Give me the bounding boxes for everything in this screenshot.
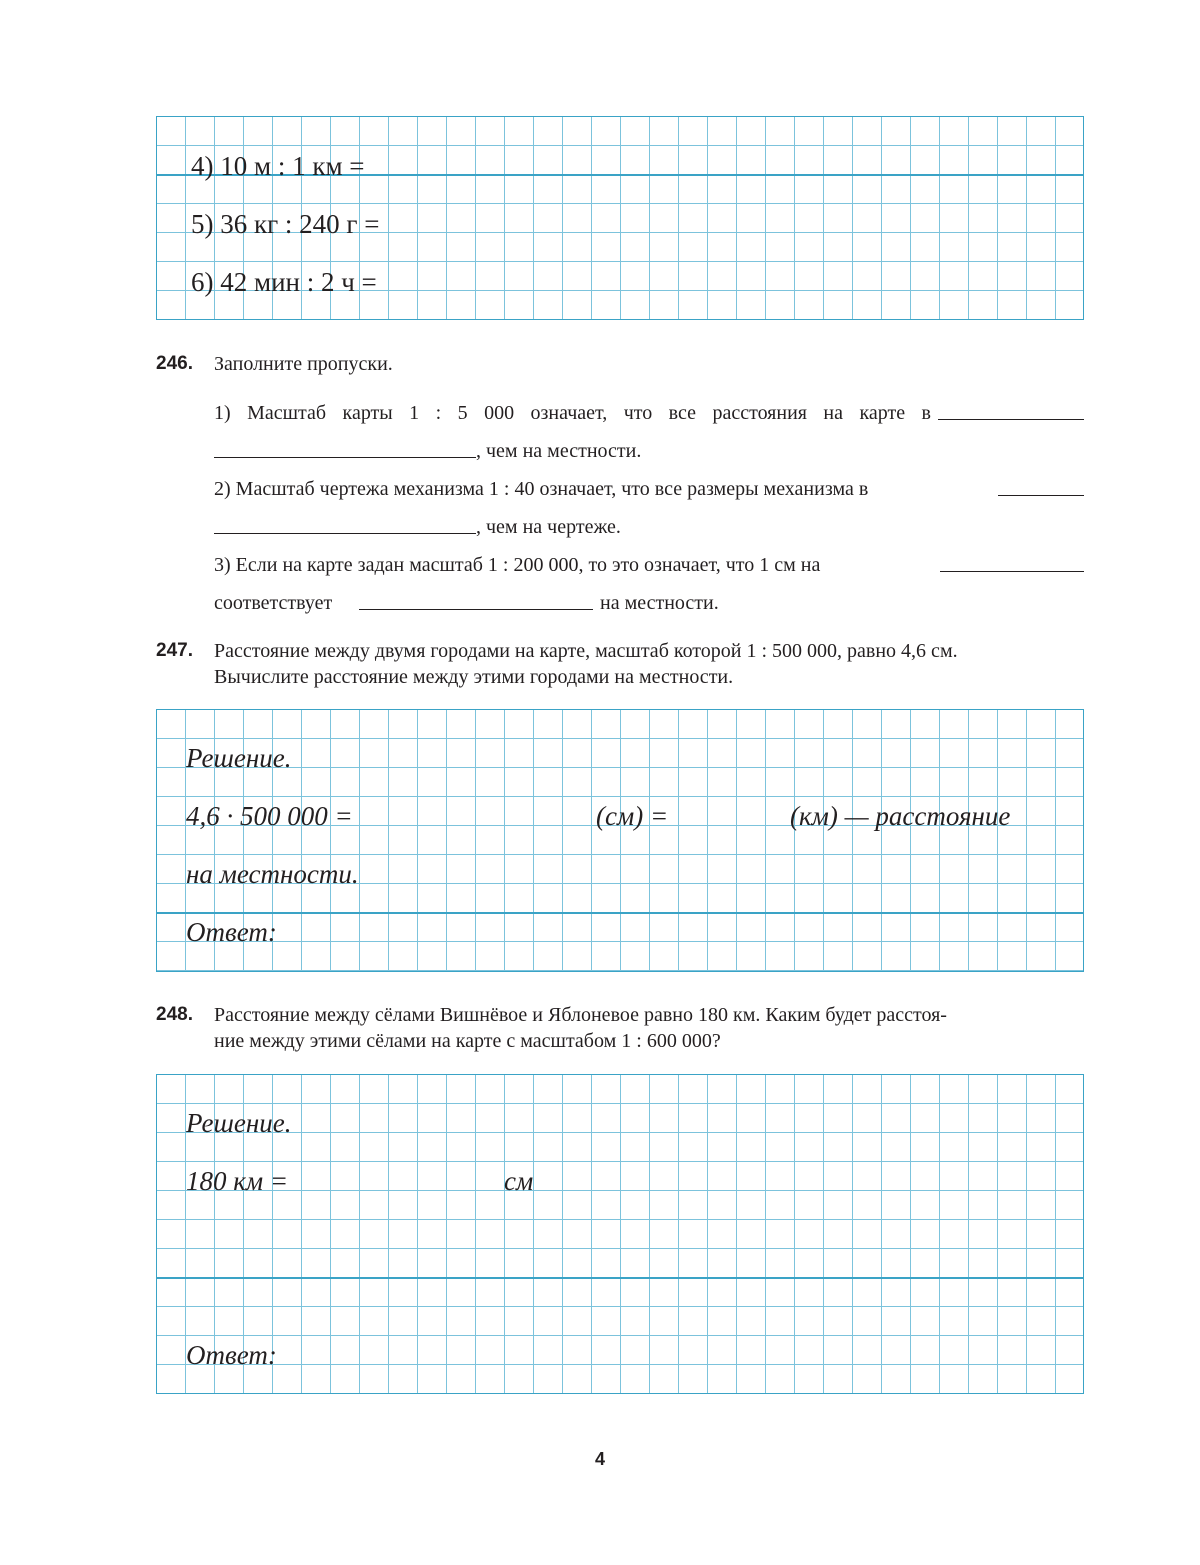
task-number-246: 246. [156,353,193,374]
solution-label: Решение. [186,1108,292,1138]
unit-km: (км) — расстояние [790,801,1011,831]
ratio-item-6: 6) 42 мин : 2 ч = [191,267,377,297]
task-246-prompt: Заполните пропуски. [214,353,393,375]
task-246-item-1-text: 1) Масштаб карты 1 : 5 000 означает, что все расстояния на карте в [214,402,931,424]
answer-label: Ответ: [186,1340,277,1370]
grid-area-task-248 [156,1074,1084,1394]
task-246-item-2-tail: , чем на чертеже. [476,516,621,538]
page-number: 4 [594,1449,605,1469]
solution-expression: 4,6 · 500 000 = [186,801,353,831]
task-246-item-2-text: 2) Масштаб чертежа механизма 1 : 40 означает, что все размеры механизма в [214,478,869,500]
answer-blank[interactable] [214,457,476,458]
grid-accent-line [157,912,1083,914]
answer-label: Ответ: [186,917,277,947]
unit-cm: см [504,1166,534,1196]
ratio-item-4: 4) 10 м : 1 км = [191,151,365,181]
answer-blank[interactable] [938,419,1084,420]
task-number-248: 248. [156,1004,193,1025]
grid-accent-line [157,1277,1083,1279]
grid-area-task-245 [156,116,1084,320]
answer-blank[interactable] [940,571,1084,572]
answer-blank[interactable] [998,495,1084,496]
task-247-text-line-1: Расстояние между двумя городами на карте, масштаб которой 1 : 500 000, равно 4,6 см. [214,640,958,662]
grid-area-task-247 [156,709,1084,972]
ratio-item-5: 5) 36 кг : 240 г = [191,209,380,239]
answer-blank[interactable] [359,609,593,610]
solution-continuation: на местности. [186,859,359,889]
task-246-item-3-text: 3) Если на карте задан масштаб 1 : 200 000, то это означает, что 1 см на [214,554,821,576]
solution-label: Решение. [186,743,292,773]
task-number-247: 247. [156,640,193,661]
unit-cm: (см) = [596,801,669,831]
solution-expression: 180 км = [186,1166,289,1196]
task-246-item-3-mid: соответствует [214,592,333,614]
answer-blank[interactable] [214,533,476,534]
task-247-text-line-2: Вычислите расстояние между этими городами на местности. [214,666,734,688]
task-248-text-line-1: Расстояние между сёлами Вишнёвое и Яблоневое равно 180 км. Каким будет расстоя- [214,1004,947,1026]
task-248-text-line-2: ние между этими сёлами на карте с масштабом 1 : 600 000? [214,1030,721,1052]
task-246-item-3-tail: на местности. [600,592,719,614]
task-246-item-1-tail: , чем на местности. [476,440,642,462]
